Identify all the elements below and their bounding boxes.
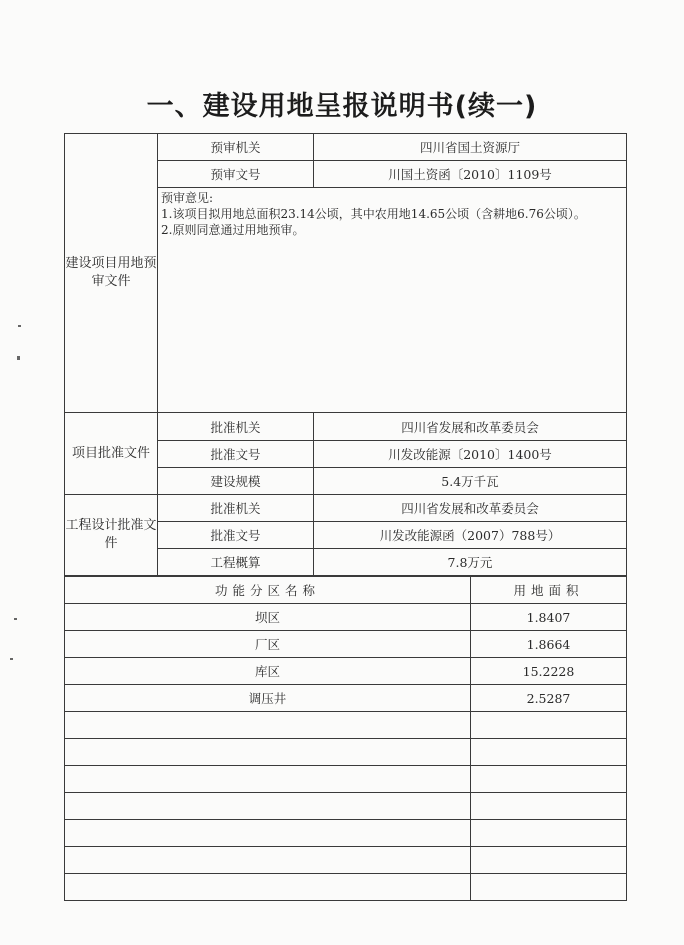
approval-info-table <box>64 133 627 576</box>
zone-name: 厂区 <box>65 631 471 658</box>
table-row <box>65 739 627 766</box>
preapproval-docno-value: 川国土资函〔2010〕1109号 <box>314 161 627 188</box>
zone-area <box>471 739 627 766</box>
design-docno-label: 批准文号 <box>158 522 314 549</box>
table-row <box>65 766 627 793</box>
zone-area <box>471 874 627 901</box>
page-title: 一、建设用地呈报说明书(续一) <box>146 91 538 122</box>
scan-speck <box>14 618 17 620</box>
zone-name <box>65 847 471 874</box>
opinion-heading: 预审意见: <box>161 191 214 205</box>
project-scale-value: 5.4万千瓦 <box>314 468 627 495</box>
design-approval-section-label: 工程设计批准文件 <box>65 495 158 576</box>
scan-speck <box>18 325 21 327</box>
zone-name <box>65 793 471 820</box>
table-row <box>65 712 627 739</box>
zone-name <box>65 766 471 793</box>
table-row <box>65 631 627 658</box>
zone-area <box>471 712 627 739</box>
zone-area: 1.8664 <box>471 631 627 658</box>
project-docno-value: 川发改能源〔2010〕1400号 <box>314 441 627 468</box>
scan-speck <box>17 356 20 360</box>
project-authority-row <box>65 413 627 441</box>
zone-name-header: 功能分区名称 <box>65 577 471 604</box>
zone-area-table <box>64 576 627 901</box>
design-authority-label: 批准机关 <box>158 495 314 522</box>
zone-area-header: 用地面积 <box>471 577 627 604</box>
opinion-line-1: 1.该项目拟用地总面积23.14公顷，其中农用地14.65公顷（含耕地6.76公顷）。 <box>161 207 586 221</box>
opinion-line-2: 2.原则同意通过用地预审。 <box>161 223 305 237</box>
zone-name: 库区 <box>65 658 471 685</box>
table-row <box>65 847 627 874</box>
design-docno-value: 川发改能源函（2007）788号） <box>314 522 627 549</box>
preapproval-authority-label: 预审机关 <box>158 134 314 161</box>
preapproval-section-label: 建设项目用地预审文件 <box>65 134 158 413</box>
project-approval-section-label: 项目批准文件 <box>65 413 158 495</box>
project-docno-label: 批准文号 <box>158 441 314 468</box>
preapproval-docno-label: 预审文号 <box>158 161 314 188</box>
preapproval-authority-value: 四川省国土资源厅 <box>314 134 627 161</box>
zone-area <box>471 766 627 793</box>
project-authority-value: 四川省发展和改革委员会 <box>314 413 627 441</box>
design-authority-value: 四川省发展和改革委员会 <box>314 495 627 522</box>
zone-area <box>471 793 627 820</box>
zone-area <box>471 820 627 847</box>
zone-name <box>65 739 471 766</box>
table-row <box>65 658 627 685</box>
design-budget-label: 工程概算 <box>158 549 314 576</box>
project-scale-label: 建设规模 <box>158 468 314 495</box>
zone-header-row <box>65 577 627 604</box>
table-row <box>65 820 627 847</box>
zone-area: 2.5287 <box>471 685 627 712</box>
scan-speck <box>10 658 13 660</box>
table-row <box>65 874 627 901</box>
table-row <box>65 604 627 631</box>
zone-name: 调压井 <box>65 685 471 712</box>
preapproval-opinion <box>158 188 627 413</box>
table-row <box>65 793 627 820</box>
zone-area: 15.2228 <box>471 658 627 685</box>
zone-name <box>65 874 471 901</box>
zone-name <box>65 712 471 739</box>
zone-name <box>65 820 471 847</box>
preapproval-authority-row <box>65 134 627 161</box>
design-authority-row <box>65 495 627 522</box>
zone-area: 1.8407 <box>471 604 627 631</box>
table-row <box>65 685 627 712</box>
project-authority-label: 批准机关 <box>158 413 314 441</box>
zone-name: 坝区 <box>65 604 471 631</box>
zone-area <box>471 847 627 874</box>
design-budget-value: 7.8万元 <box>314 549 627 576</box>
